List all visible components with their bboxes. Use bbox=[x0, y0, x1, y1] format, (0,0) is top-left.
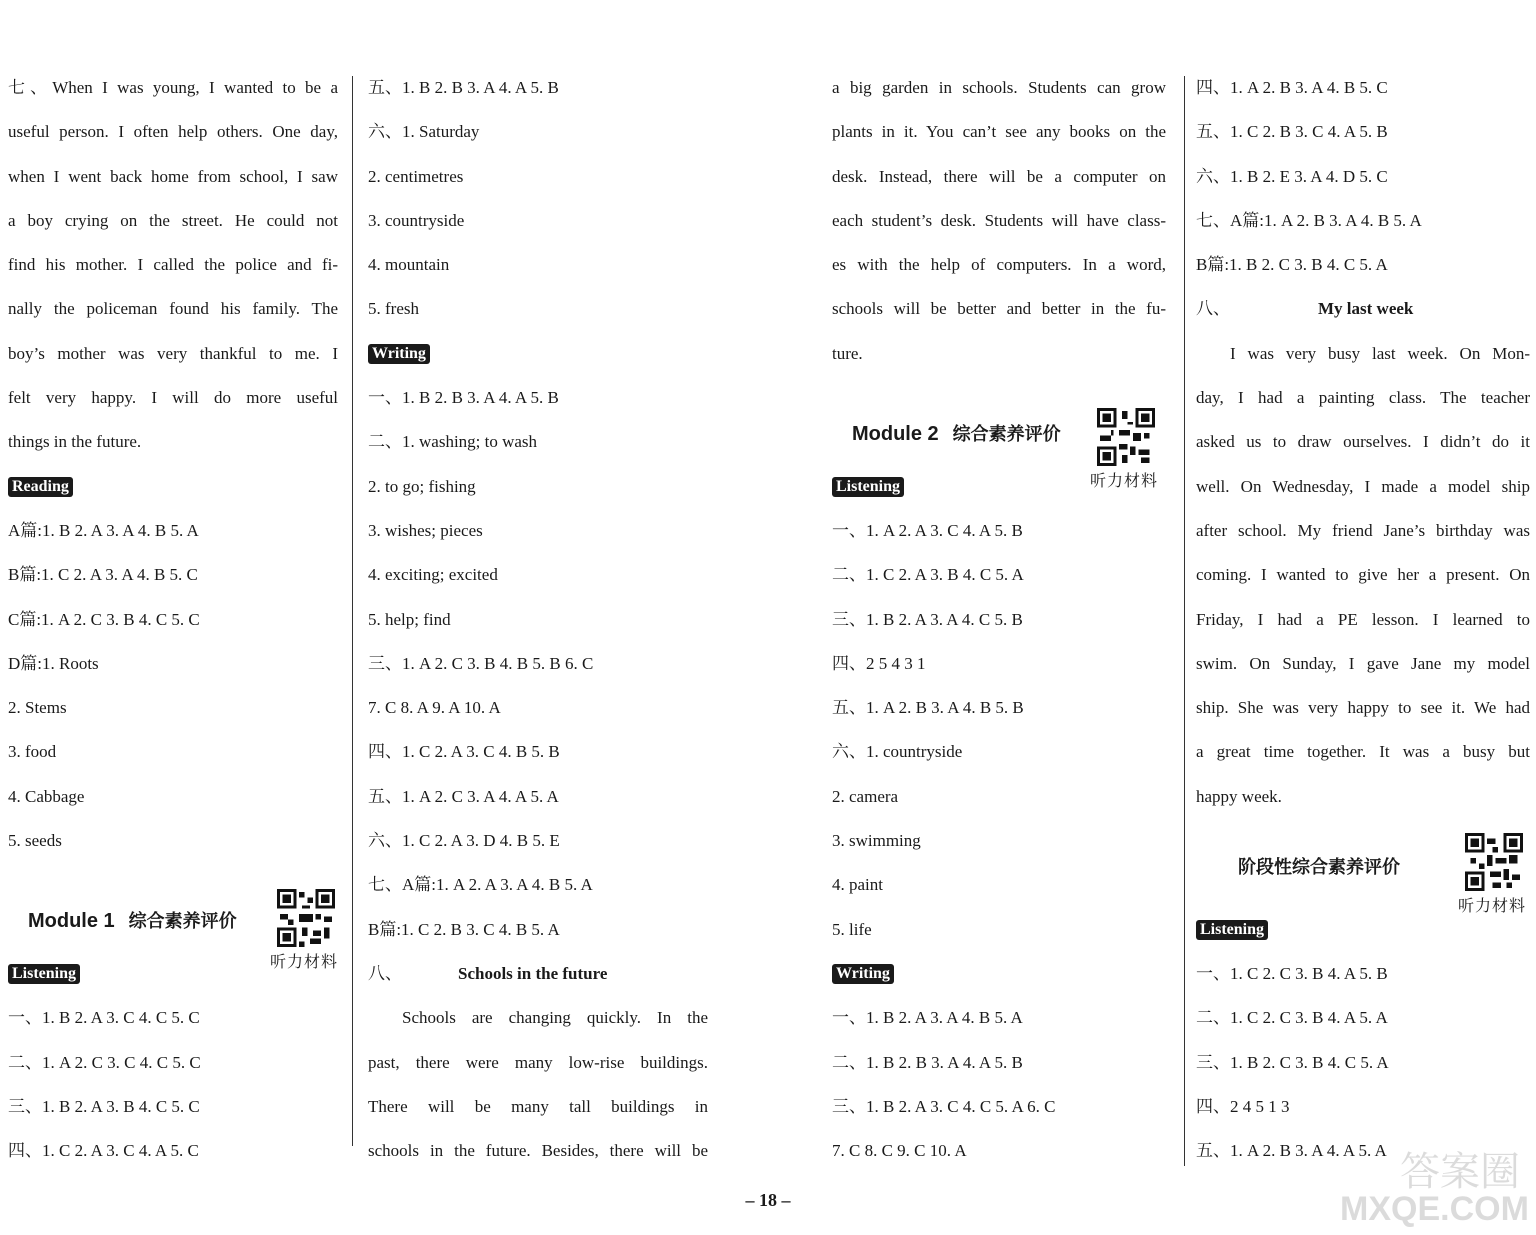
reading-tag: Reading bbox=[8, 477, 73, 497]
module-name: Module 2 bbox=[852, 423, 939, 446]
essay-line: well. On Wednesday, I made a model ship bbox=[1196, 476, 1530, 496]
answer-line: 二、1. B 2. B 3. A 4. A 5. B bbox=[832, 1052, 1023, 1072]
answer-line: D篇:1. Roots bbox=[8, 653, 99, 673]
essay-line: happy week. bbox=[1196, 786, 1282, 806]
answer-line: 3. food bbox=[8, 742, 57, 762]
writing-section-header bbox=[832, 952, 1166, 996]
answer-line: B篇:1. C 2. A 3. A 4. B 5. C bbox=[8, 565, 198, 585]
listening-tag: Listening bbox=[1196, 920, 1268, 940]
answer-line: 2. centimetres bbox=[368, 166, 464, 186]
answer-line: 5. help; find bbox=[368, 609, 451, 629]
answer-line: 三、1. B 2. A 3. B 4. C 5. C bbox=[8, 1096, 200, 1116]
answer-line: 一、1. B 2. B 3. A 4. A 5. B bbox=[368, 388, 559, 408]
essay-line: after school. My friend Jane’s birthday was bbox=[1196, 520, 1530, 540]
essay-line: There will be many tall buildings in bbox=[368, 1096, 708, 1116]
answer-line: 四、1. C 2. A 3. C 4. A 5. C bbox=[8, 1141, 199, 1161]
answer-line: 四、1. C 2. A 3. C 4. B 5. B bbox=[368, 742, 560, 762]
module-title bbox=[28, 907, 237, 933]
text-line: things in the future. bbox=[8, 432, 142, 452]
essay-line: asked us to draw ourselves. I didn’t do it bbox=[1196, 432, 1530, 452]
essay-line: swim. On Sunday, I gave Jane my model bbox=[1196, 653, 1530, 673]
essay-title: Schools in the future bbox=[458, 963, 608, 983]
essay-line: past, there were many low-rise buildings. bbox=[368, 1052, 708, 1072]
watermark-logo bbox=[1340, 1140, 1530, 1230]
module-title bbox=[852, 420, 1061, 446]
column-1 bbox=[8, 66, 338, 1173]
answer-line: 3. countryside bbox=[368, 210, 465, 230]
essay-line: ture. bbox=[832, 343, 863, 363]
answer-line: 一、1. B 2. A 3. C 4. C 5. C bbox=[8, 1008, 200, 1028]
module-heading bbox=[8, 863, 339, 972]
essay-line: Schools are changing quickly. In the bbox=[402, 1008, 708, 1028]
answer-line: 2. Stems bbox=[8, 698, 67, 718]
module-subtitle: 综合素养评价 bbox=[952, 424, 1061, 445]
section-heading bbox=[1196, 819, 1530, 916]
essay-line: schools will be better and better in the fu- bbox=[832, 299, 1166, 319]
qr-label: 听力材料 bbox=[1090, 471, 1159, 491]
answer-line: 一、1. C 2. C 3. B 4. A 5. B bbox=[1196, 963, 1388, 983]
listening-tag: Listening bbox=[832, 477, 904, 497]
text-line: useful person. I often help others. One day, bbox=[8, 122, 338, 142]
essay-line: desk. Instead, there will be a computer on bbox=[832, 166, 1166, 186]
text-line: nally the policeman found his family. The bbox=[8, 299, 338, 319]
writing-tag: Writing bbox=[832, 964, 894, 984]
essay-line: es with the help of computers. In a word, bbox=[832, 255, 1166, 275]
essay-line: schools in the future. Besides, there will be bbox=[368, 1141, 708, 1161]
answer-line: 五、1. A 2. B 3. A 4. B 5. B bbox=[832, 698, 1024, 718]
module-subtitle: 综合素养评价 bbox=[128, 911, 237, 932]
essay-line: Friday, I had a PE lesson. I learned to bbox=[1196, 609, 1530, 629]
answer-line: 六、1. countryside bbox=[832, 742, 963, 762]
qr-code-icon[interactable] bbox=[276, 889, 336, 947]
text-line: a boy crying on the street. He could not bbox=[8, 210, 338, 230]
answer-line: B篇:1. B 2. C 3. B 4. C 5. A bbox=[1196, 255, 1388, 275]
essay-heading bbox=[368, 952, 708, 996]
answer-line: 4. paint bbox=[832, 875, 883, 895]
writing-tag: Writing bbox=[368, 344, 430, 364]
answer-line: 4. Cabbage bbox=[8, 786, 85, 806]
answer-line: B篇:1. C 2. B 3. C 4. B 5. A bbox=[368, 919, 560, 939]
watermark-logo-top: 答案圈 bbox=[1400, 1149, 1520, 1195]
answer-line: 三、1. B 2. A 3. C 4. C 5. A 6. C bbox=[832, 1096, 1056, 1116]
section-title-text: 阶段性综合素养评价 bbox=[1238, 857, 1400, 878]
column-4 bbox=[1196, 66, 1530, 1173]
essay-line: plants in it. You can’t see any books on the bbox=[832, 122, 1166, 142]
essay-number: 八、 bbox=[368, 963, 402, 983]
answer-line: 2. to go; fishing bbox=[368, 476, 476, 496]
column-divider bbox=[1184, 76, 1185, 1166]
answer-line: 六、1. C 2. A 3. D 4. B 5. E bbox=[368, 831, 560, 851]
answer-line: 二、1. washing; to wash bbox=[368, 432, 538, 452]
answer-line: 5. life bbox=[832, 919, 872, 939]
text-line: find his mother. I called the police and fi- bbox=[8, 255, 338, 275]
listening-tag: Listening bbox=[8, 964, 80, 984]
writing-section-header bbox=[368, 332, 708, 376]
answer-line: 5. seeds bbox=[8, 831, 62, 851]
essay-line: ship. She was very happy to see it. We had bbox=[1196, 698, 1530, 718]
essay-line: coming. I wanted to give her a present. On bbox=[1196, 565, 1530, 585]
answer-line: 二、1. C 2. A 3. B 4. C 5. A bbox=[832, 565, 1024, 585]
answer-line: 7. C 8. A 9. A 10. A bbox=[368, 698, 501, 718]
answer-line: 3. wishes; pieces bbox=[368, 520, 483, 540]
column-3 bbox=[832, 66, 1166, 1173]
section-title bbox=[1238, 853, 1400, 879]
answer-line: 七、A篇:1. A 2. A 3. A 4. B 5. A bbox=[368, 875, 593, 895]
qr-label: 听力材料 bbox=[1458, 896, 1527, 916]
answer-line: A篇:1. B 2. A 3. A 4. B 5. A bbox=[8, 520, 199, 540]
page-number: – 18 – bbox=[745, 1190, 791, 1210]
answer-line: 三、1. A 2. C 3. B 4. B 5. B 6. C bbox=[368, 653, 594, 673]
answer-line: 4. mountain bbox=[368, 255, 450, 275]
answer-line: 六、1. B 2. E 3. A 4. D 5. C bbox=[1196, 166, 1388, 186]
answer-line: C篇:1. A 2. C 3. B 4. C 5. C bbox=[8, 609, 200, 629]
reading-section-header bbox=[8, 465, 338, 509]
answer-line: 五、1. C 2. B 3. C 4. A 5. B bbox=[1196, 122, 1388, 142]
answer-line: 4. exciting; excited bbox=[368, 565, 498, 585]
answer-line: 三、1. B 2. A 3. A 4. C 5. B bbox=[832, 609, 1023, 629]
answer-line: 四、2 5 4 3 1 bbox=[832, 653, 926, 673]
answer-line: 2. camera bbox=[832, 786, 899, 806]
answer-line: 一、1. A 2. A 3. C 4. A 5. B bbox=[832, 520, 1023, 540]
qr-code-icon[interactable] bbox=[1464, 833, 1524, 891]
text-line: when I went back home from school, I saw bbox=[8, 166, 338, 186]
text-line: boy’s mother was very thankful to me. I bbox=[8, 343, 338, 363]
answer-line: 四、1. A 2. B 3. A 4. B 5. C bbox=[1196, 78, 1388, 97]
module-name: Module 1 bbox=[28, 910, 115, 933]
answer-line: 五、1. A 2. C 3. A 4. A 5. A bbox=[368, 786, 559, 806]
answer-line: 六、1. Saturday bbox=[368, 122, 480, 142]
essay-number: 八、 bbox=[1196, 299, 1230, 319]
answer-line: 五、1. B 2. B 3. A 4. A 5. B bbox=[368, 78, 559, 97]
essay-line: day, I had a painting class. The teacher bbox=[1196, 388, 1530, 408]
text-line: 七、When I was young, I wanted to be a bbox=[8, 78, 338, 97]
column-divider bbox=[352, 76, 353, 1146]
answer-line: 二、1. C 2. C 3. B 4. A 5. A bbox=[1196, 1008, 1388, 1028]
essay-line: a big garden in schools. Students can grow bbox=[832, 78, 1166, 97]
essay-line: each student’s desk. Students will have class- bbox=[832, 210, 1166, 230]
qr-label: 听力材料 bbox=[270, 952, 339, 972]
watermark-logo-text: MXQE.COM bbox=[1340, 1190, 1529, 1228]
essay-heading bbox=[1196, 287, 1530, 331]
answer-line: 三、1. B 2. C 3. B 4. C 5. A bbox=[1196, 1052, 1389, 1072]
answer-line: 七、A篇:1. A 2. B 3. A 4. B 5. A bbox=[1196, 210, 1422, 230]
qr-code-icon[interactable] bbox=[1096, 408, 1156, 466]
answer-line: 二、1. A 2. C 3. C 4. C 5. C bbox=[8, 1052, 201, 1072]
answer-line: 四、2 4 5 1 3 bbox=[1196, 1096, 1290, 1116]
answer-line: 五、1. A 2. B 3. A 4. A 5. A bbox=[1196, 1141, 1387, 1161]
answer-line: 7. C 8. C 9. C 10. A bbox=[832, 1141, 967, 1161]
answer-line: 3. swimming bbox=[832, 831, 921, 851]
column-2 bbox=[368, 66, 708, 1173]
essay-line: a great time together. It was a busy but bbox=[1196, 742, 1530, 762]
answer-line: 5. fresh bbox=[368, 299, 419, 319]
answer-line: 一、1. B 2. A 3. A 4. B 5. A bbox=[832, 1008, 1023, 1028]
essay-title: My last week bbox=[1318, 299, 1414, 319]
text-line: felt very happy. I will do more useful bbox=[8, 388, 338, 408]
essay-line: I was very busy last week. On Mon- bbox=[1230, 343, 1530, 363]
